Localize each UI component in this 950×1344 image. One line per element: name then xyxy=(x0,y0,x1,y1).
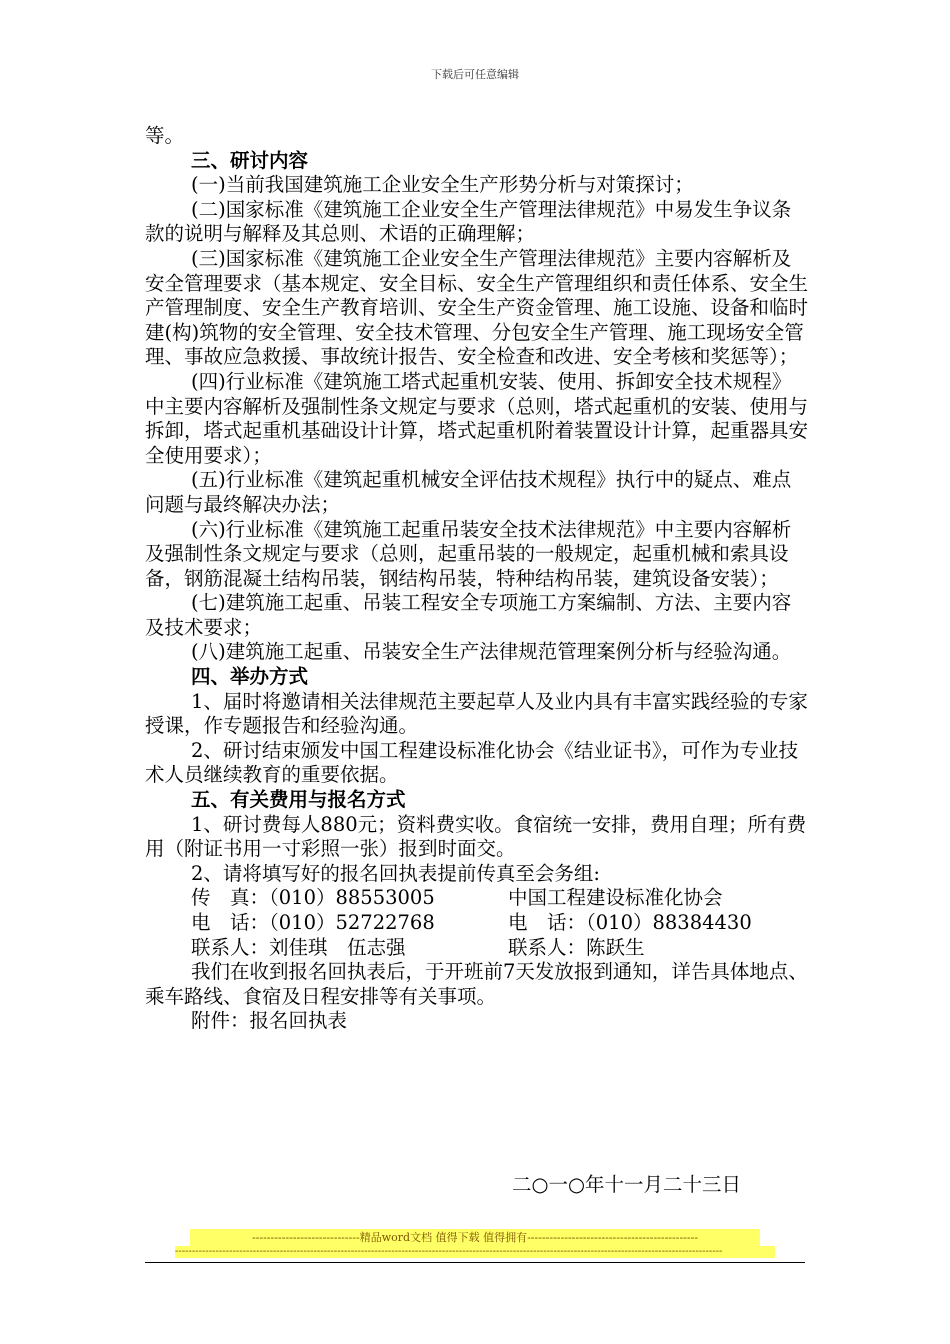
contact-person-2: 联系人：陈跃生 xyxy=(508,935,645,959)
paragraph-item-4: (四)行业标准《建筑施工塔式起重机安装、使用、拆卸安全技术规程》中主要内容解析及强制性条文规定与要求（总则，塔式起重机的安装、使用与拆卸，塔式起重机基础设计计算，塔式起重机附着装置设计计算，起重器具安全使用要求）； xyxy=(145,369,809,467)
paragraph-method-1: 1、届时将邀请相关法律规范主要起草人及业内具有丰富实践经验的专家授课，作专题报告和经验沟通。 xyxy=(145,689,808,738)
section-heading-4: 四、举办方式 xyxy=(191,665,309,689)
paragraph-continuation: 等。 xyxy=(145,124,185,147)
document-body xyxy=(145,124,810,1034)
paragraph-item-6: (六)行业标准《建筑施工起重吊装安全技术法律规范》中主要内容解析及强制性条文规定与要求（总则，起重吊装的一般规定，起重机械和索具设备，钢筋混凝土结构吊装，钢结构吊装，特种结构吊装，建筑设备安装）； xyxy=(145,517,792,590)
contact-row-fax xyxy=(145,886,810,911)
contact-row-person xyxy=(145,936,810,961)
paragraph-fee: 1、研讨费每人880元；资料费实收。食宿统一安排，费用自理；所有费用（附证书用一寸彩照一张）报到时面交。 xyxy=(145,812,807,861)
contact-row-phone xyxy=(145,911,810,936)
paragraph-item-2: (二)国家标准《建筑施工企业安全生产管理法律规范》中易发生争议条款的说明与解释及其总则、术语的正确理解； xyxy=(145,197,792,246)
footer-dashes: ------------------------------------------------------------------------------------------------------------------------------------------------------------------ xyxy=(175,1246,775,1258)
paragraph-item-8: (八)建筑施工起重、吊装安全生产法律规范管理案例分析与经验沟通。 xyxy=(191,640,792,664)
footer-banner: -----------------------------精品word文档 值得下载 值得拥有---------------------------------------------- xyxy=(190,1229,760,1246)
contact-phone-2: 电 话：（010）88384430 xyxy=(508,911,752,934)
paragraph-method-2: 2、研讨结束颁发中国工程建设标准化协会《结业证书》，可作为专业技术人员继续教育的重要依据。 xyxy=(145,738,799,787)
contact-person-1: 联系人：刘佳琪 伍志强 xyxy=(191,935,406,959)
paragraph-item-3: (三)国家标准《建筑施工企业安全生产管理法律规范》主要内容解析及安全管理要求（基本规定、安全目标、安全生产管理组织和责任体系、安全生产管理制度、安全生产教育培训、安全生产资金管理、施工设施、设备和临时建(构)筑物的安全管理、安全技术管理、分包安全生产管理、施工现场安全管理、事故应急救援、事故统计报告、安全检查和改进、安全考核和奖惩等）； xyxy=(145,246,809,369)
contact-phone-1: 电 话：（010）52722768 xyxy=(191,911,435,934)
paragraph-item-5: (五)行业标准《建筑起重机械安全评估技术规程》执行中的疑点、难点问题与最终解决办法； xyxy=(145,468,792,516)
paragraph-attachment: 附件：报名回执表 xyxy=(191,1009,348,1033)
section-heading-3: 三、研讨内容 xyxy=(191,148,309,172)
contact-organization: 中国工程建设标准化协会 xyxy=(508,886,723,910)
paragraph-item-7: (七)建筑施工起重、吊装工程安全专项施工方案编制、方法、主要内容及技术要求； xyxy=(145,591,792,639)
paragraph-fax-instruction: 2、请将填写好的报名回执表提前传真至会务组: xyxy=(191,861,600,885)
paragraph-item-1: (一)当前我国建筑施工企业安全生产形势分析与对策探讨； xyxy=(191,173,694,197)
section-heading-5: 五、有关费用与报名方式 xyxy=(191,788,406,812)
signature-date: 二○一○年十一月二十三日 xyxy=(512,1173,742,1196)
page-header: 下载后可任意编辑 xyxy=(431,68,519,81)
footer-rule xyxy=(145,1262,805,1263)
paragraph-notice: 我们在收到报名回执表后，于开班前7天发放报到通知，详告具体地点、乘车路线、食宿及日程安排等有关事项。 xyxy=(145,960,808,1008)
contact-fax: 传 真：（010）88553005 xyxy=(191,886,435,910)
